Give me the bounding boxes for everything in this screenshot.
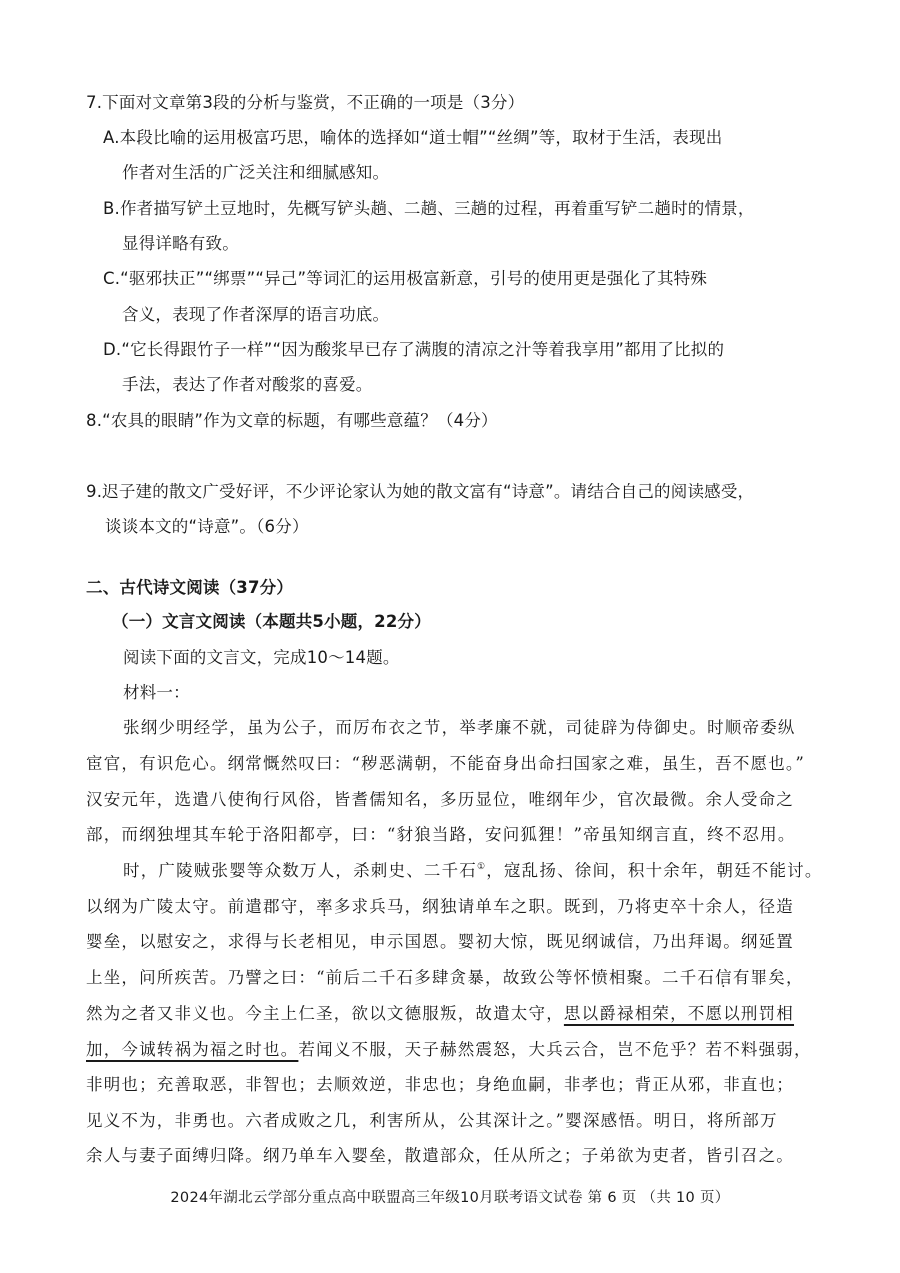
passage-text: ，寇乱扬、徐间，积十余年，朝廷不能讨。 (486, 861, 823, 880)
q7-option-d-line1: D.“它长得跟竹子一样”“因为酸浆早已存了满腹的清凉之汁等着我享用”都用了比拟的 (103, 340, 725, 359)
passage-line: 见义不为，非勇也。六者成败之几，利害所从，公其深计之。”婴深感悟。明日，将所部万 (86, 1111, 778, 1130)
passage-line (86, 968, 804, 988)
q7-option-b-line2: 显得详略有致。 (122, 234, 239, 253)
underlined-sentence: 思以爵禄相荣，不愿以刑罚相 (563, 1004, 795, 1023)
passage-line (123, 861, 823, 881)
material-label: 材料一： (123, 683, 190, 702)
question-8: 8.“农具的眼睛”作为文章的标题，有哪些意蕴？（4分） (86, 411, 498, 430)
q7-option-a-line1: A.本段比喻的运用极富巧思，喻体的选择如“道士帽”“丝绸”等，取材于生活，表现出 (103, 128, 723, 147)
q7-option-a-line2: 作者对生活的广泛关注和细腻感知。 (122, 163, 390, 182)
passage-text: 上坐，问所疾苦。乃譬之曰：“前后二千石多肆贪暴，故致公等怀愤相聚。二千石 (86, 968, 716, 987)
passage-text: 然为之者又非义也。今主上仁圣，欲以文德服叛，故遣太守， (86, 1004, 564, 1023)
passage-text: 若闻义不服，天子赫然震怒，大兵云合，岂不危乎？若不料强弱， (298, 1040, 812, 1059)
passage-instruction: 阅读下面的文言文，完成10～14题。 (123, 648, 400, 667)
q7-option-b-line1: B.作者描写铲土豆地时，先概写铲头趟、二趟、三趟的过程，再着重写铲二趟时的情景， (103, 199, 755, 218)
passage-line: 宦官，有识危心。纲常慨然叹曰：“秽恶满朝，不能奋身出命扫国家之难，虽生，吾不愿也。” (86, 754, 806, 773)
passage-line: 余人与妻子面缚归降。纲乃单车入婴垒，散遣部众，任从所之；子弟欲为吏者，皆引召之。 (86, 1146, 794, 1165)
subsection-title: （一）文言文阅读（本题共5小题，22分） (112, 612, 431, 631)
passage-text: 以纲为广陵太守。前遣郡守， (86, 897, 317, 916)
passage-text: 时，广陵贼张婴等众数万人，杀刺史、二千石 (123, 861, 477, 880)
passage-line: 婴垒，以慰安之，求得与长老相见，申示国恩。婴初大惊，既见纲诚信，乃出拜谒。纲延置 (86, 932, 794, 951)
footnote-marker: ① (477, 862, 487, 872)
passage-line: 汉安元年，选遣八使徇行风俗，皆耆儒知名，多历显位，唯纲年少，官次最微。余人受命之 (86, 790, 794, 809)
passage-line: 张纲少明经学，虽为公子，而厉布衣之节，举孝廉不就，司徒辟为侍御史。时顺帝委纵 (123, 718, 796, 737)
q7-option-c-line1: C.“驱邪扶正”“绑票”“异己”等词汇的运用极富新意，引号的使用更是强化了其特殊 (103, 269, 708, 288)
q7-option-d-line2: 手法，表达了作者对酸浆的喜爱。 (122, 375, 373, 394)
q7-option-c-line2: 含义，表现了作者深厚的语言功底。 (122, 305, 390, 324)
passage-line (86, 1004, 794, 1024)
question-9-line1: 9.迟子建的散文广受好评，不少评论家认为她的散文富有“诗意”。请结合自己的阅读感受， (86, 482, 755, 501)
section-2-title: 二、古代诗文阅读（37分） (86, 578, 294, 597)
passage-line: 部，而纲独埋其车轮于洛阳都亭，曰：“豺狼当路，安问狐狸！”帝虽知纲言直，终不忍用。 (86, 825, 796, 844)
passage-line: 非明也；充善取恶，非智也；去顺效逆，非忠也；身绝血嗣，非孝也；背正从邪，非直也； (86, 1075, 794, 1094)
passage-line (86, 897, 794, 917)
passage-text: 多求兵马，纲独请单车之职。既到，乃将吏卒十余人，径造 (333, 897, 795, 916)
page-footer: 2024年湖北云学部分重点高中联盟高三年级10月联考语文试卷 第 6 页 （共 10 页） (170, 1190, 730, 1206)
passage-text: 有罪矣， (732, 968, 804, 987)
emphasis-char: 率 (316, 897, 334, 916)
passage-line (86, 1040, 812, 1060)
emphasis-char: 信 (715, 968, 733, 987)
question-9-line2: 谈谈本文的“诗意”。（6分） (105, 517, 309, 536)
underlined-sentence: 加，今诚转祸为福之时也。 (86, 1040, 299, 1059)
question-7-stem: 7.下面对文章第3段的分析与鉴赏，不正确的一项是（3分） (86, 93, 525, 112)
